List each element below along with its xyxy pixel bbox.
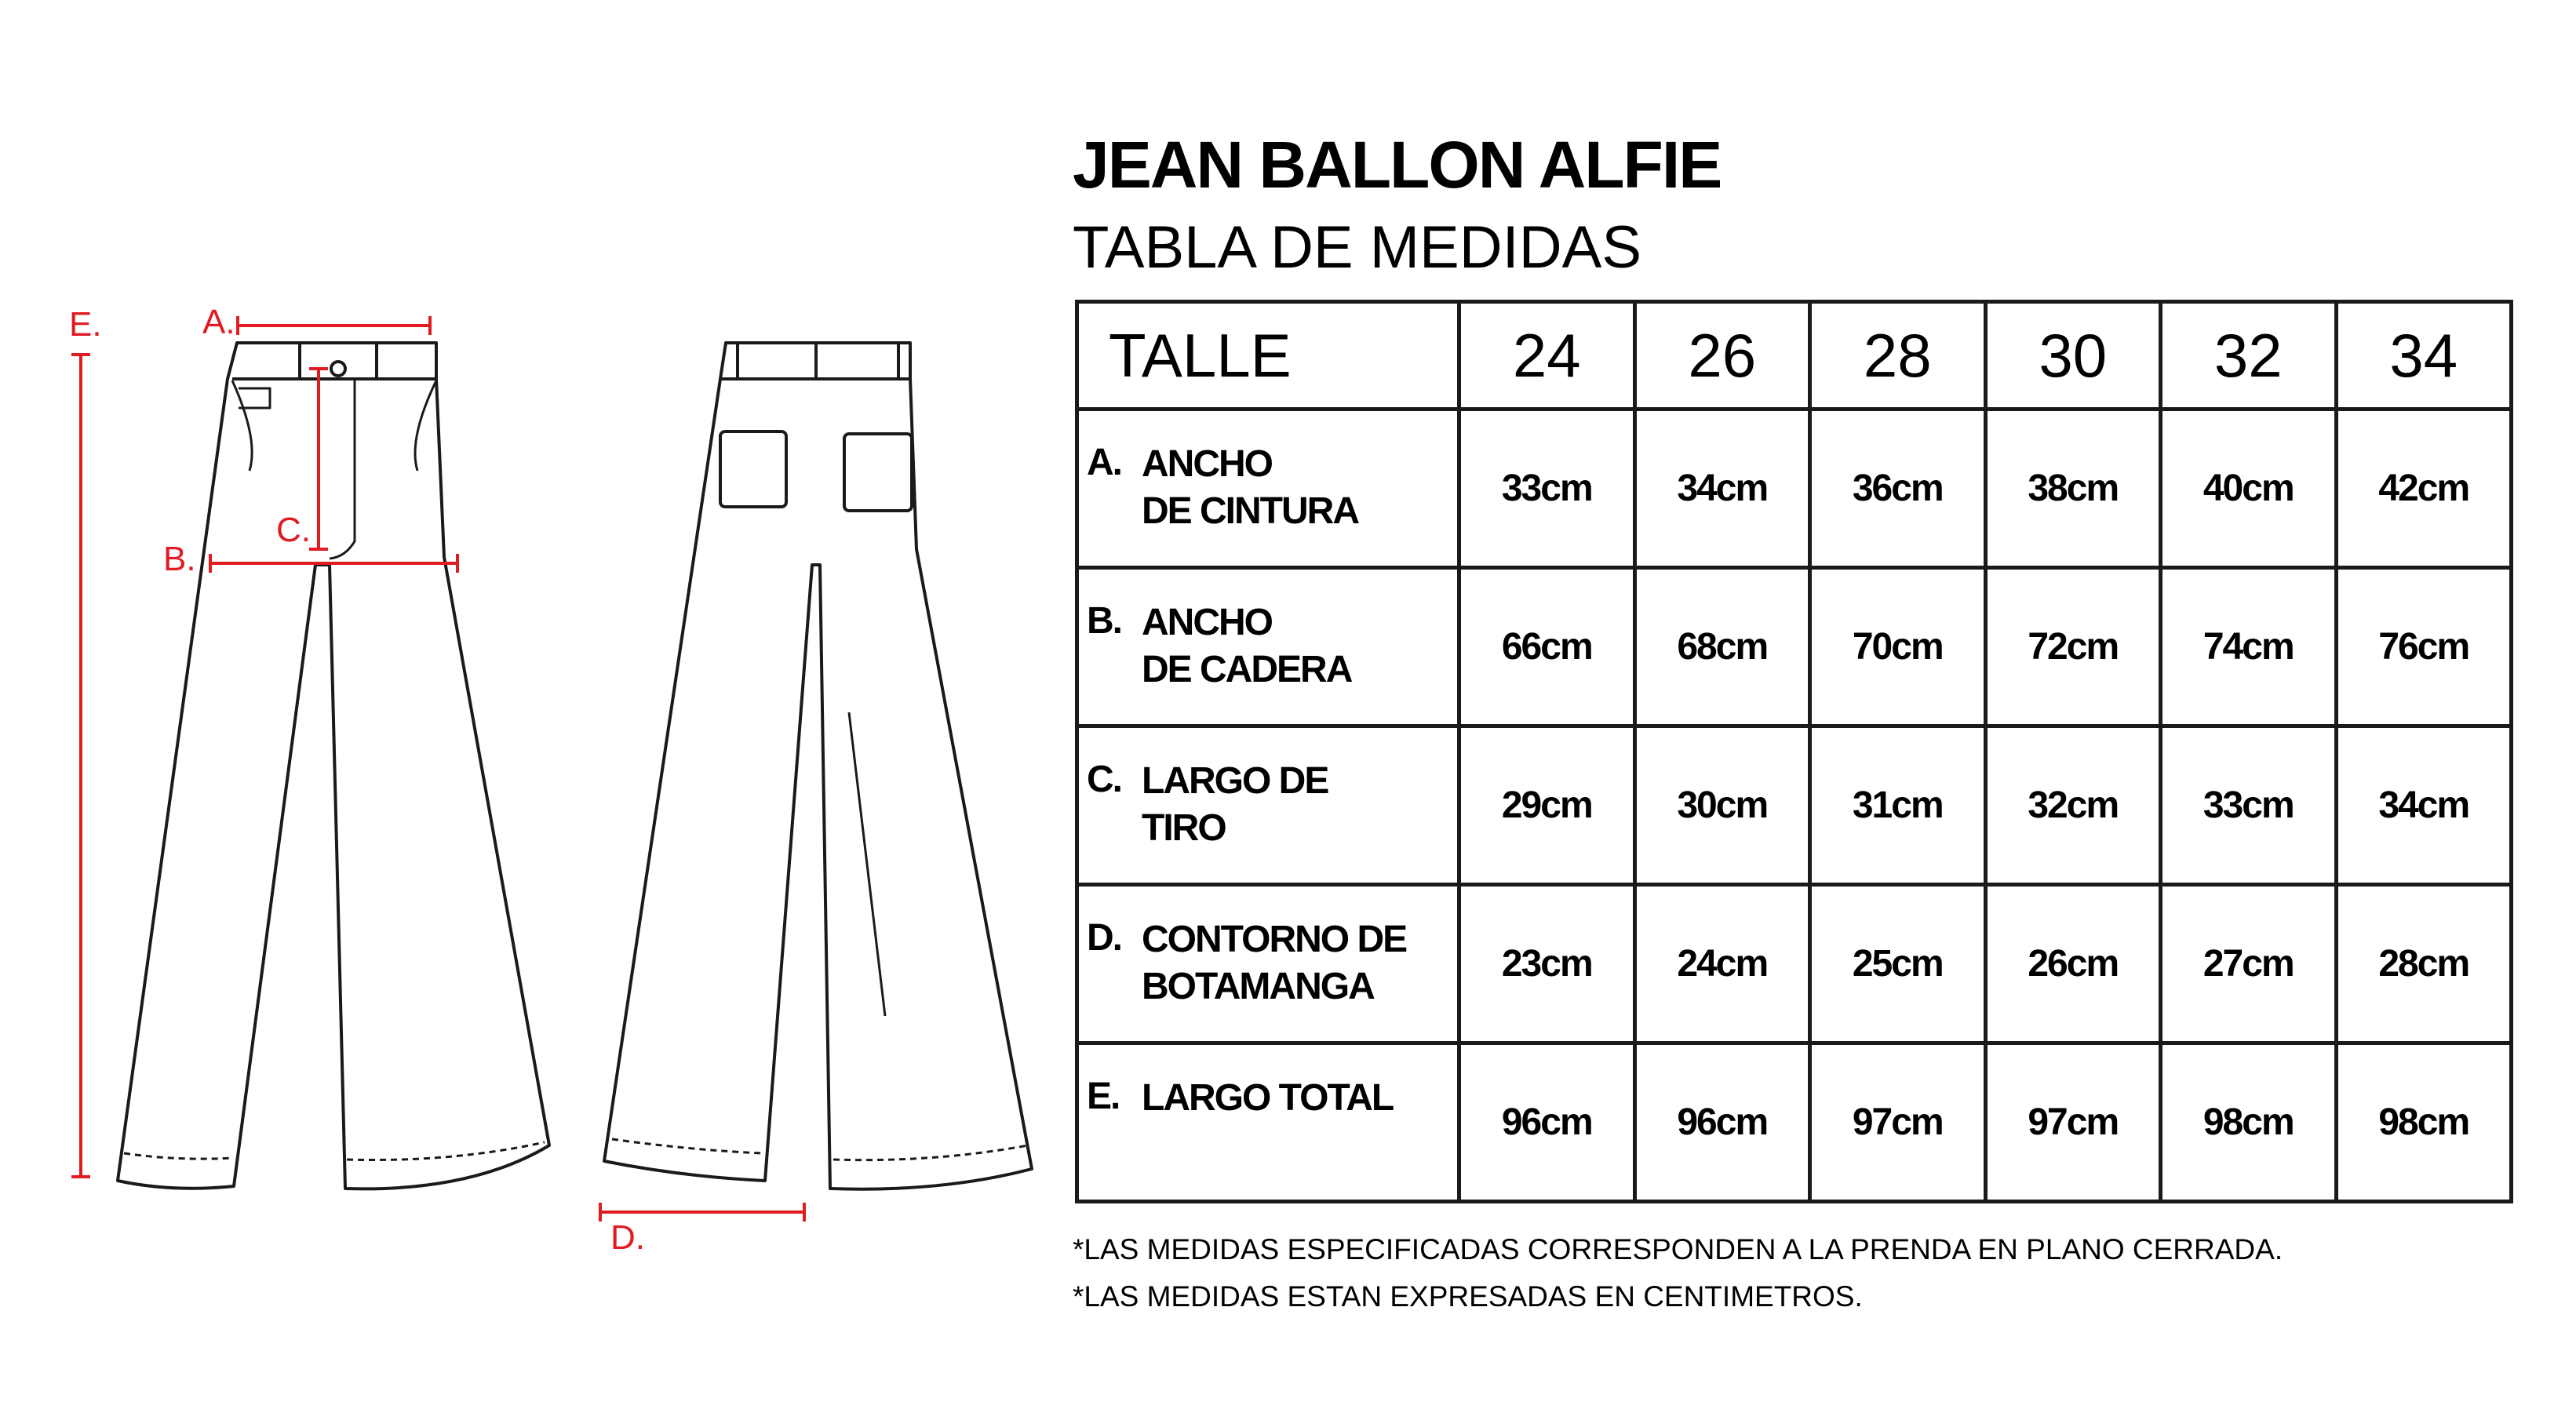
measure-label-b: B. — [163, 540, 196, 578]
measure-value: 27cm — [2161, 885, 2337, 1043]
footnote: *LAS MEDIDAS ESTAN EXPRESADAS EN CENTIMETROS. — [1073, 1280, 1863, 1313]
measure-value: 38cm — [1985, 410, 2161, 568]
measure-value: 98cm — [2161, 1043, 2337, 1202]
table-header-row — [1077, 302, 2512, 410]
measure-lines — [71, 316, 804, 1221]
measure-value: 97cm — [1985, 1043, 2161, 1202]
front-view-jeans — [118, 343, 549, 1189]
measure-name-cell — [1077, 568, 1459, 726]
measure-value: 33cm — [2161, 726, 2337, 885]
measure-letter: A. — [1087, 442, 1121, 483]
measure-value: 66cm — [1459, 568, 1635, 726]
measure-letter: B. — [1087, 600, 1121, 642]
back-view-jeans — [604, 343, 1032, 1189]
measure-name-cell — [1077, 410, 1459, 568]
size-chart-table — [1075, 300, 2513, 1203]
measure-value: 34cm — [1634, 410, 1810, 568]
measure-name-cell — [1077, 1043, 1459, 1202]
measure-name-cell — [1077, 885, 1459, 1043]
measure-value: 36cm — [1810, 410, 1986, 568]
table-row — [1077, 885, 2512, 1043]
measure-value: 74cm — [2161, 568, 2337, 726]
size-header: 24 — [1459, 302, 1635, 410]
measure-name: ANCHO DE CADERA — [1142, 602, 1352, 690]
measure-value: 32cm — [1985, 726, 2161, 885]
measure-letter: E. — [1087, 1076, 1120, 1117]
measure-value: 97cm — [1810, 1043, 1986, 1202]
measure-value: 40cm — [2161, 410, 2337, 568]
measure-value: 29cm — [1459, 726, 1635, 885]
footnote: *LAS MEDIDAS ESPECIFICADAS CORRESPONDEN A LA PRENDA EN PLANO CERRADA. — [1073, 1233, 2283, 1265]
measure-label-c: C. — [276, 511, 311, 549]
measure-label-d: D. — [610, 1218, 645, 1257]
measure-value: 68cm — [1634, 568, 1810, 726]
size-header: 34 — [2336, 302, 2512, 410]
measure-value: 34cm — [2336, 726, 2512, 885]
measure-value: 24cm — [1634, 885, 1810, 1043]
table-row — [1077, 1043, 2512, 1202]
measure-name: LARGO TOTAL — [1142, 1077, 1394, 1119]
measure-value: 23cm — [1459, 885, 1635, 1043]
measure-name: CONTORNO DE BOTAMANGA — [1142, 919, 1407, 1007]
measure-letter: D. — [1087, 917, 1121, 959]
measure-value: 26cm — [1985, 885, 2161, 1043]
table-row — [1077, 410, 2512, 568]
measure-value: 72cm — [1985, 568, 2161, 726]
product-title: JEAN BALLON ALFIE — [1073, 128, 1722, 202]
size-header: 30 — [1985, 302, 2161, 410]
measure-value: 76cm — [2336, 568, 2512, 726]
measure-value: 70cm — [1810, 568, 1986, 726]
size-header: 26 — [1634, 302, 1810, 410]
table-row — [1077, 568, 2512, 726]
measure-value: 96cm — [1634, 1043, 1810, 1202]
measure-name: LARGO DE TIRO — [1142, 760, 1328, 849]
size-header-label: TALLE — [1077, 302, 1459, 410]
measure-letter: C. — [1087, 759, 1121, 800]
measure-value: 33cm — [1459, 410, 1635, 568]
measure-value: 96cm — [1459, 1043, 1635, 1202]
measure-value: 30cm — [1634, 726, 1810, 885]
measure-name: ANCHO DE CINTURA — [1142, 443, 1358, 532]
measure-name-cell — [1077, 726, 1459, 885]
size-header: 28 — [1810, 302, 1986, 410]
jeans-technical-drawing — [0, 0, 1099, 1409]
measure-value: 98cm — [2336, 1043, 2512, 1202]
measure-value: 28cm — [2336, 885, 2512, 1043]
size-chart-subtitle: TABLA DE MEDIDAS — [1073, 214, 1642, 281]
measure-value: 31cm — [1810, 726, 1986, 885]
size-header: 32 — [2161, 302, 2337, 410]
measure-value: 42cm — [2336, 410, 2512, 568]
measure-value: 25cm — [1810, 885, 1986, 1043]
measure-label-a: A. — [202, 303, 235, 341]
table-row — [1077, 726, 2512, 885]
measure-label-e: E. — [69, 305, 102, 344]
